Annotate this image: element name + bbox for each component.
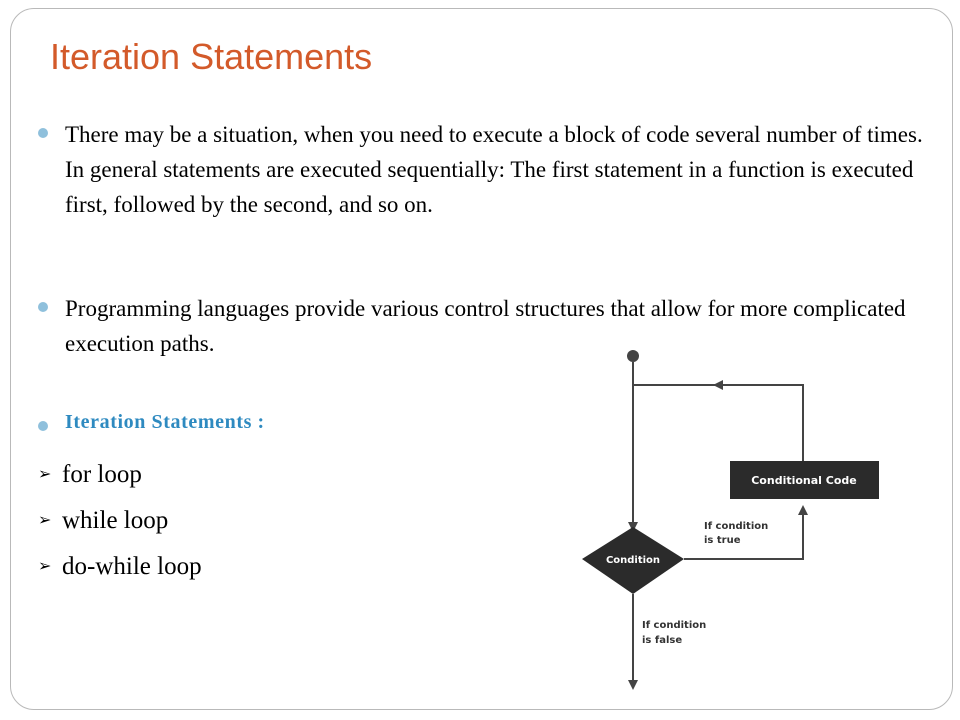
start-node [627,350,639,362]
loop-item-label: do-while loop [62,553,202,580]
true-label-line1: If condition [704,521,769,532]
bullet-paragraph: Programming languages provide various control structures that allow for more complicated execution paths. [65,296,906,356]
loop-item-label: for loop [62,461,142,488]
condition-label: Condition [605,555,661,566]
flow-line-loop-back [722,385,803,461]
false-label-line1: If condition [642,620,707,631]
bullet-paragraph: There may be a situation, when you need to execute a block of code several number of times. In general statements are executed sequentially: The first statement in a function is executed first, followed by the second, and so on. [65,122,923,217]
arrow-bullet-icon: ➢ [38,558,52,575]
loop-item-label: while loop [62,507,169,534]
conditional-code-label: Conditional Code [751,474,857,487]
slide-title: Iteration Statements [50,36,373,77]
arrow-bullet-icon: ➢ [38,466,52,483]
true-label-line2: is true [704,535,741,546]
false-label-line2: is false [642,635,683,646]
flow-line-true-path [684,510,803,559]
iteration-sub-heading: Iteration Statements : [65,411,265,433]
arrow-bullet-icon: ➢ [38,512,52,529]
